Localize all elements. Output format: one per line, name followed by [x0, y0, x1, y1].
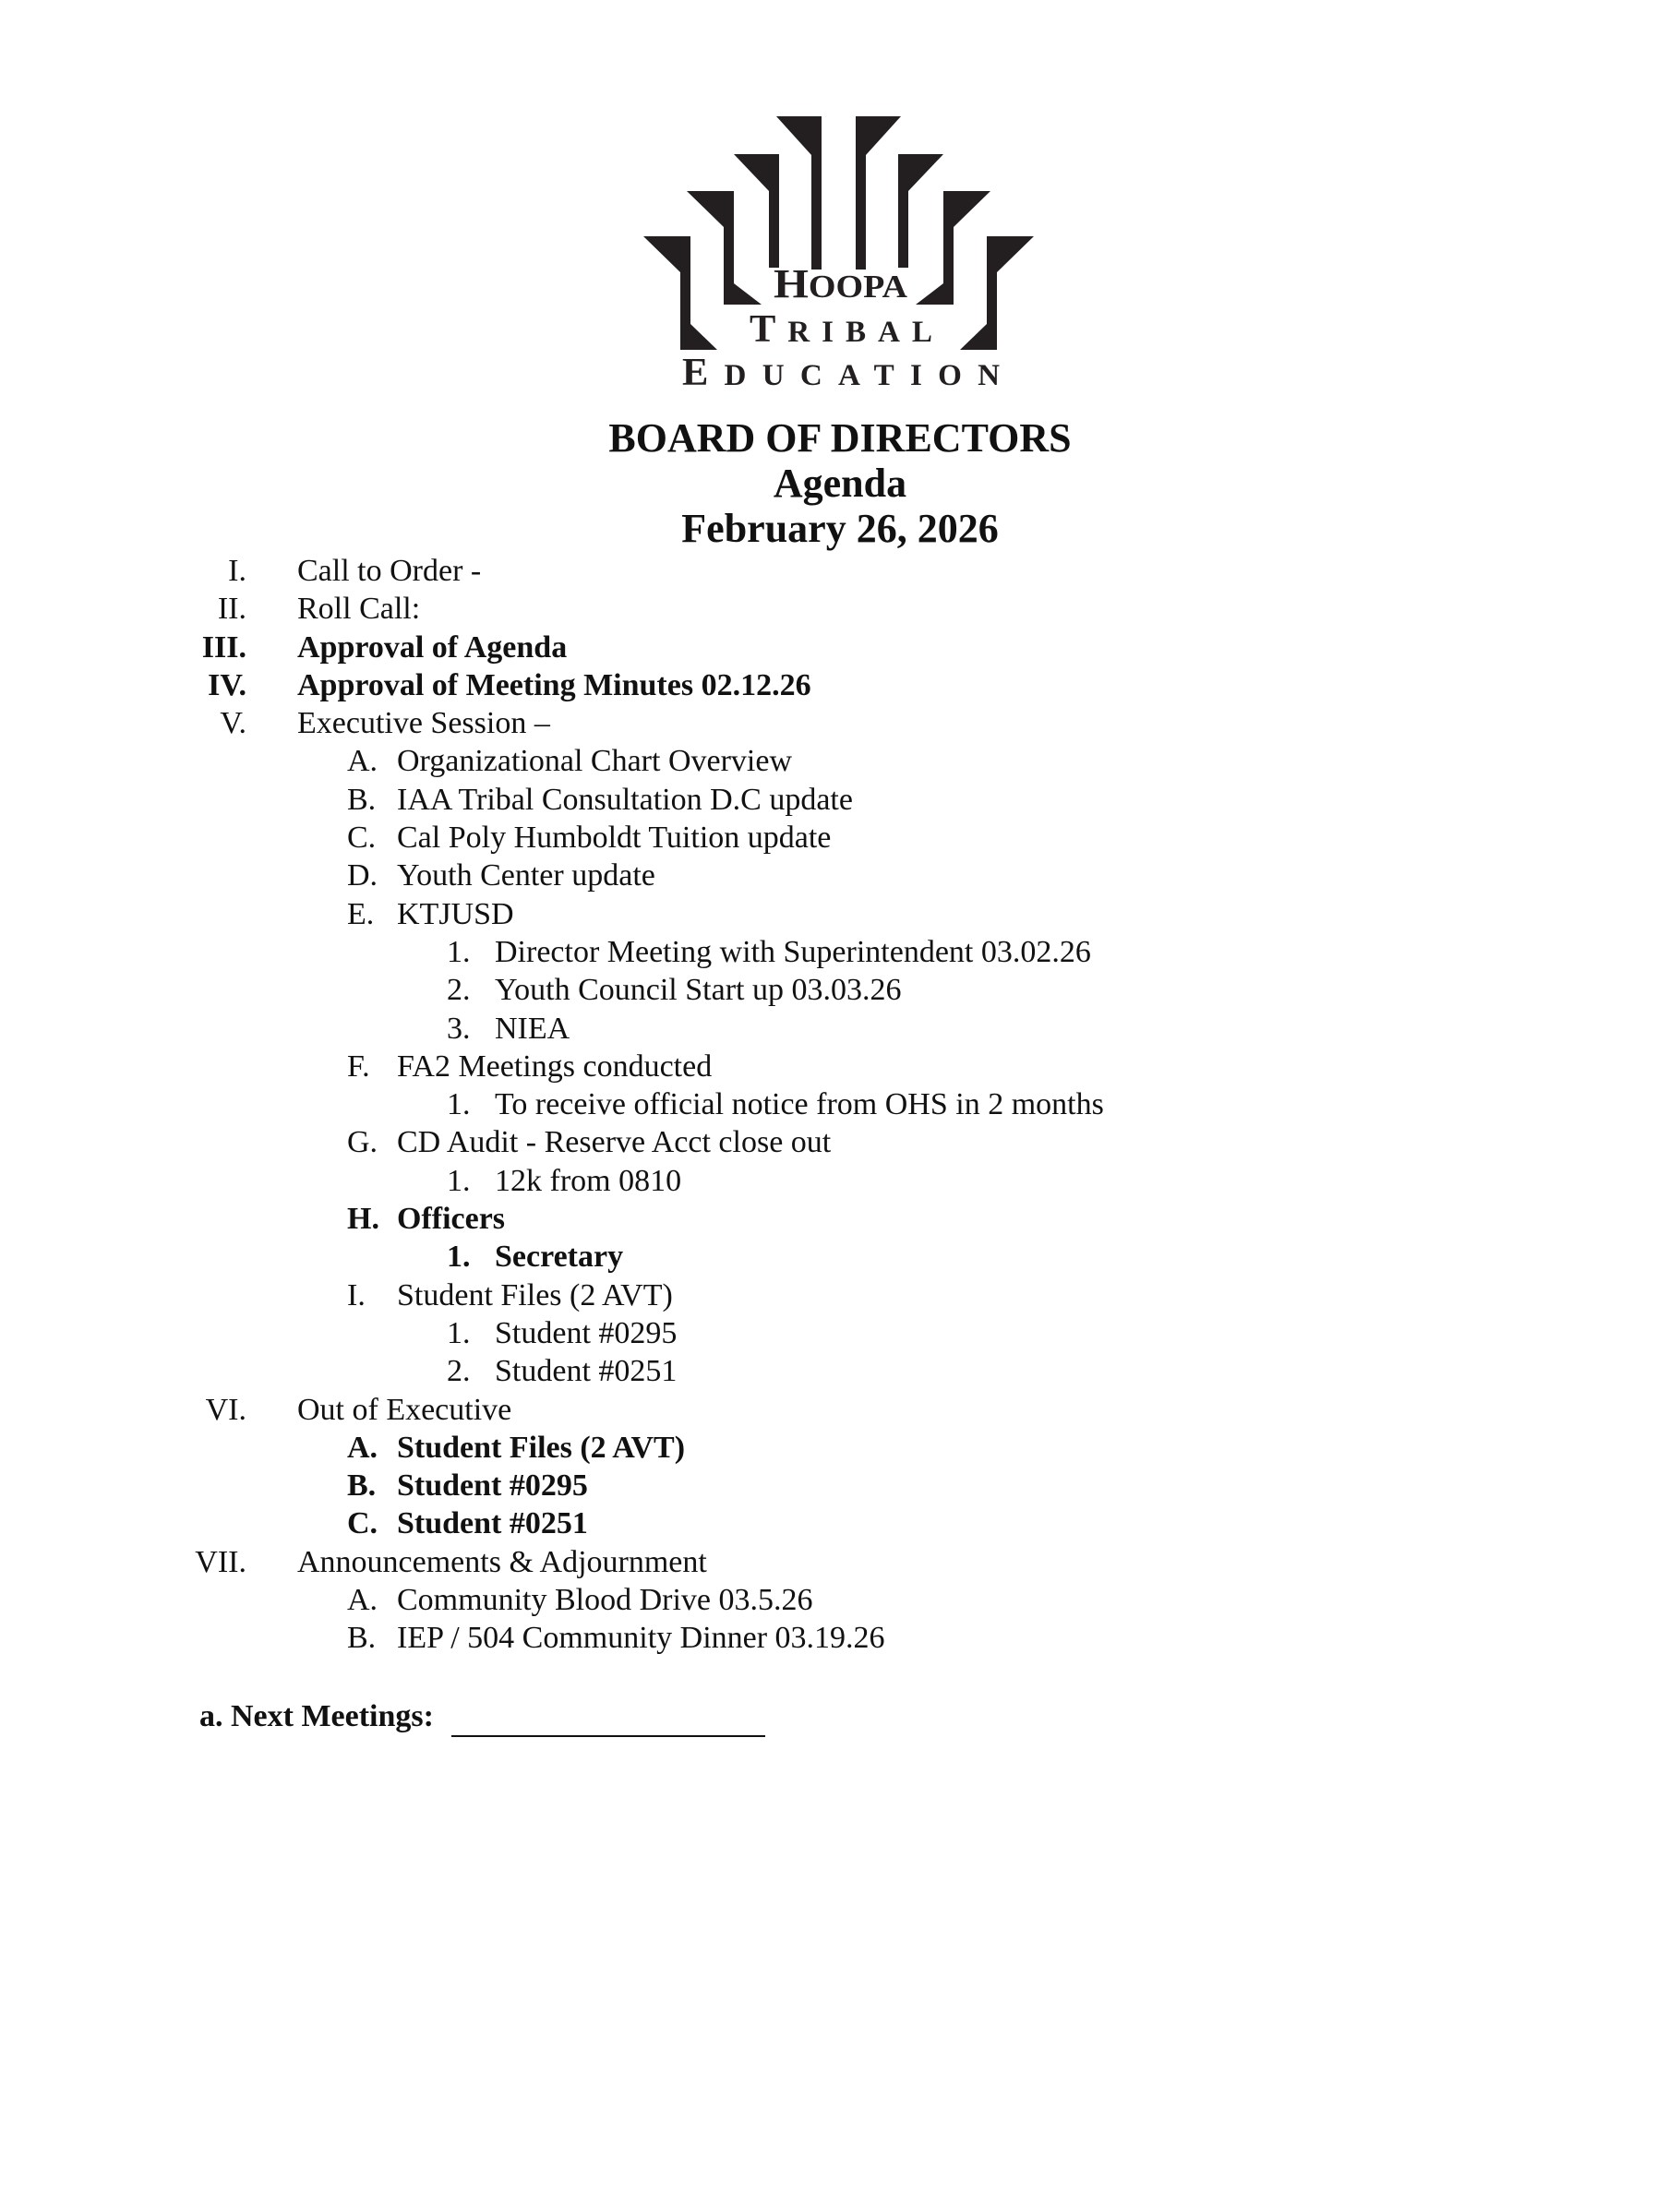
agenda-item-number: B.	[347, 1621, 377, 1656]
agenda-item	[0, 819, 1680, 857]
agenda-item-label: IAA Tribal Consultation D.C update	[397, 782, 853, 817]
agenda-section	[0, 666, 1680, 704]
agenda-item	[0, 1429, 1680, 1467]
agenda-item-label: Organizational Chart Overview	[397, 744, 793, 779]
document-title: BOARD OF DIRECTORS	[608, 415, 1072, 461]
agenda-subitem	[0, 1352, 1680, 1390]
agenda-item-label: Roll Call:	[297, 592, 421, 627]
logo-pillar-right-2	[898, 154, 943, 268]
agenda-item-label: Student Files (2 AVT)	[397, 1430, 686, 1465]
agenda-item-label: 12k from 0810	[495, 1163, 682, 1198]
agenda-item-label: CD Audit - Reserve Acct close out	[397, 1125, 832, 1160]
agenda-item-label: Student #0251	[397, 1506, 588, 1541]
agenda-item	[0, 1048, 1680, 1085]
document-header	[0, 415, 1680, 551]
agenda-item-label: Announcements & Adjournment	[297, 1544, 707, 1579]
logo-text-hoopa: HOOPA	[774, 260, 900, 306]
agenda-item-number: A.	[347, 744, 378, 779]
agenda-item-number: E.	[347, 896, 375, 931]
logo-pillar-right-3	[916, 191, 990, 305]
agenda-item-number: C.	[347, 821, 377, 856]
meeting-date: February 26, 2026	[681, 506, 999, 551]
agenda-item-number: II.	[217, 592, 246, 627]
agenda-item-label: Community Blood Drive 03.5.26	[397, 1583, 813, 1618]
agenda-item-number: D.	[347, 858, 378, 893]
agenda-item-label: Student #0295	[397, 1468, 588, 1504]
agenda-item-label: Approval of Agenda	[297, 629, 568, 665]
agenda-item-number: 1.	[447, 1315, 471, 1350]
agenda-item-number: I.	[228, 554, 246, 588]
agenda-item	[0, 781, 1680, 819]
agenda-item-number: 1.	[447, 1087, 471, 1122]
agenda-item-number: B.	[347, 782, 377, 817]
agenda-item-label: Youth Center update	[397, 858, 655, 893]
agenda-item	[0, 1504, 1680, 1542]
agenda-item-label: Out of Executive	[297, 1392, 512, 1427]
next-meetings-blank-line	[451, 1735, 765, 1737]
agenda-item-number: H.	[347, 1202, 379, 1237]
agenda-item-label: Director Meeting with Superintendent 03.02.26	[495, 934, 1091, 969]
agenda-item-label: IEP / 504 Community Dinner 03.19.26	[397, 1621, 885, 1656]
agenda-item-number: V.	[220, 706, 246, 741]
agenda-item	[0, 1581, 1680, 1619]
agenda-item-label: Student Files (2 AVT)	[397, 1277, 673, 1312]
agenda-subitem	[0, 1314, 1680, 1352]
agenda-subitem	[0, 933, 1680, 971]
agenda-item-label: Student #0251	[495, 1354, 678, 1389]
agenda-item-label: Executive Session –	[297, 706, 550, 741]
logo-pillar-left-2	[734, 154, 779, 268]
agenda-item-number: VII.	[195, 1544, 246, 1579]
agenda-item-number: 1.	[447, 1163, 471, 1198]
agenda-item-label: Approval of Meeting Minutes 02.12.26	[297, 667, 811, 702]
agenda-item-label: Student #0295	[495, 1315, 678, 1350]
agenda-subitem	[0, 1162, 1680, 1200]
agenda-item-number: 1.	[447, 934, 471, 969]
agenda-subitem	[0, 1085, 1680, 1123]
agenda-list	[0, 552, 1680, 1658]
agenda-item-number: VI.	[205, 1392, 246, 1427]
agenda-item-number: IV.	[208, 667, 246, 702]
document-subtitle: Agenda	[773, 461, 907, 506]
agenda-item-number: F.	[347, 1049, 370, 1084]
agenda-item-number: 3.	[447, 1011, 471, 1046]
agenda-section	[0, 1543, 1680, 1581]
logo-pillar-right-1	[856, 116, 901, 270]
next-meetings-label: a. Next Meetings:	[199, 1699, 434, 1733]
agenda-item	[0, 895, 1680, 933]
agenda-item-label: Call to Order -	[297, 554, 482, 588]
agenda-item-number: B.	[347, 1468, 377, 1504]
agenda-section	[0, 704, 1680, 742]
agenda-section	[0, 629, 1680, 666]
logo-text-tribal: T RIBAL	[750, 307, 932, 351]
logo-pillar-left-3	[687, 191, 762, 305]
logo-pillar-left-4	[643, 236, 717, 350]
agenda-section	[0, 1391, 1680, 1429]
agenda-item-label: FA2 Meetings conducted	[397, 1049, 713, 1084]
agenda-item-number: A.	[347, 1583, 378, 1618]
agenda-item	[0, 1619, 1680, 1657]
logo-text-education: E DUCATION	[682, 351, 1000, 394]
agenda-item-label: Secretary	[495, 1240, 624, 1275]
agenda-item	[0, 1276, 1680, 1314]
agenda-item-number: A.	[347, 1430, 378, 1465]
hoopa-tribal-education-logo	[628, 92, 1071, 406]
agenda-item-number: G.	[347, 1125, 378, 1160]
agenda-item	[0, 742, 1680, 780]
agenda-subitem	[0, 1010, 1680, 1048]
agenda-item	[0, 1467, 1680, 1504]
agenda-item-label: KTJUSD	[397, 896, 514, 931]
agenda-section	[0, 552, 1680, 590]
agenda-subitem	[0, 1238, 1680, 1276]
agenda-item-label: Youth Council Start up 03.03.26	[495, 973, 902, 1008]
agenda-item-label: Officers	[397, 1202, 506, 1237]
logo-graphic	[643, 116, 1034, 394]
agenda-item-label: NIEA	[495, 1011, 570, 1046]
agenda-item	[0, 1200, 1680, 1238]
agenda-item-number: 1.	[447, 1240, 471, 1275]
agenda-item-number: C.	[347, 1506, 378, 1541]
agenda-item-number: I.	[347, 1277, 366, 1312]
agenda-item	[0, 857, 1680, 894]
logo-pillar-left-1	[776, 116, 822, 270]
agenda-item	[0, 1123, 1680, 1161]
agenda-item-label: To receive official notice from OHS in 2 months	[495, 1087, 1104, 1122]
agenda-subitem	[0, 971, 1680, 1009]
agenda-item-number: 2.	[447, 973, 471, 1008]
agenda-item-number: 2.	[447, 1354, 471, 1389]
agenda-item-label: Cal Poly Humboldt Tuition update	[397, 821, 832, 856]
agenda-item-number: III.	[201, 629, 246, 665]
agenda-section	[0, 590, 1680, 628]
logo-pillar-right-4	[960, 236, 1034, 350]
